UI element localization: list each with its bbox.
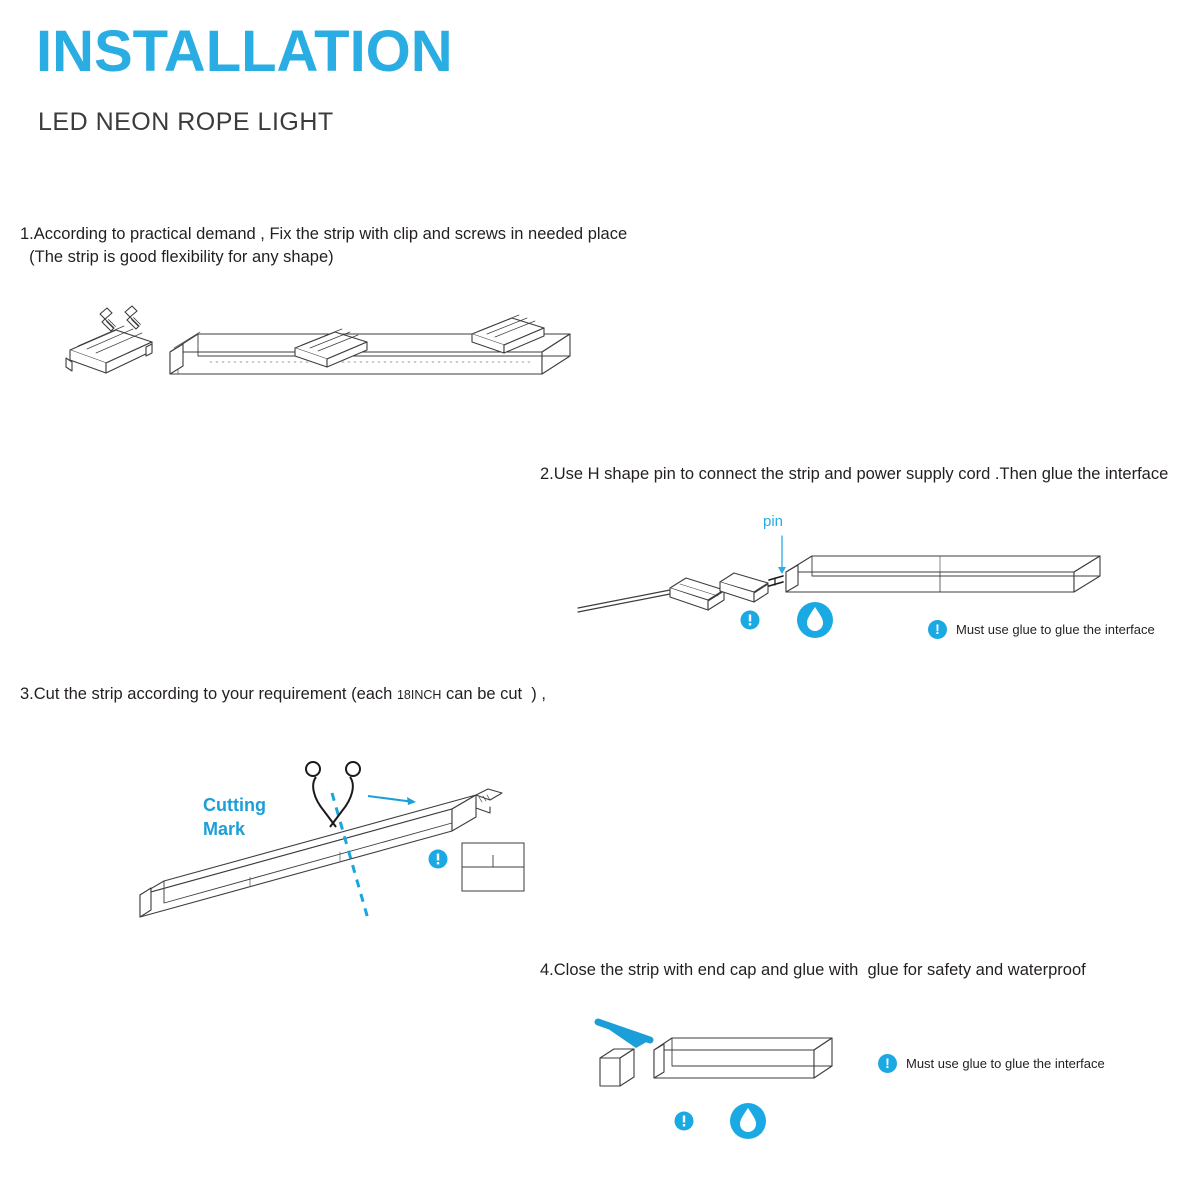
step-2-glue-note-text: Must use glue to glue the interface <box>956 622 1155 637</box>
cutting-mark-line-2: Mark <box>203 819 246 840</box>
step-3-line-1 <box>20 682 546 708</box>
step-3-text-b: can be cut ) , <box>441 685 546 703</box>
step-4-glue-note <box>878 1054 1105 1073</box>
step-2-line-1: 2.Use H shape pin to connect the strip and power supply cord .Then glue the interface <box>540 465 1169 483</box>
warning-badge-icon <box>429 850 448 869</box>
warning-badge: ! <box>878 1054 897 1073</box>
step-4-illustration <box>580 1000 910 1150</box>
pin-label: pin <box>763 513 784 530</box>
step-1-illustration <box>40 290 600 405</box>
warning-badge: ! <box>928 620 947 639</box>
warning-badge-icon <box>675 1112 694 1131</box>
warning-badge-icon <box>741 611 760 630</box>
step-3-illustration <box>110 755 570 935</box>
step-4-line-1: 4.Close the strip with end cap and glue with glue for safety and waterproof <box>540 961 1086 979</box>
page-title: INSTALLATION <box>36 19 453 84</box>
glue-drop-icon <box>797 602 833 638</box>
step-1-line-1: 1.According to practical demand , Fix the strip with clip and screws in needed place <box>20 225 628 243</box>
step-3-text-a: 3.Cut the strip according to your requirement (each <box>20 685 397 703</box>
step-2-glue-note <box>928 620 1155 639</box>
cutting-mark-line-1: Cutting <box>203 795 266 815</box>
step-4-glue-note-text: Must use glue to glue the interface <box>906 1056 1105 1071</box>
page-subtitle: LED NEON ROPE LIGHT <box>38 108 334 136</box>
glue-drop-icon <box>730 1103 766 1139</box>
step-3-cut-length: 18INCH <box>396 688 442 702</box>
step-1-line-2: (The strip is good flexibility for any shape) <box>20 248 334 266</box>
